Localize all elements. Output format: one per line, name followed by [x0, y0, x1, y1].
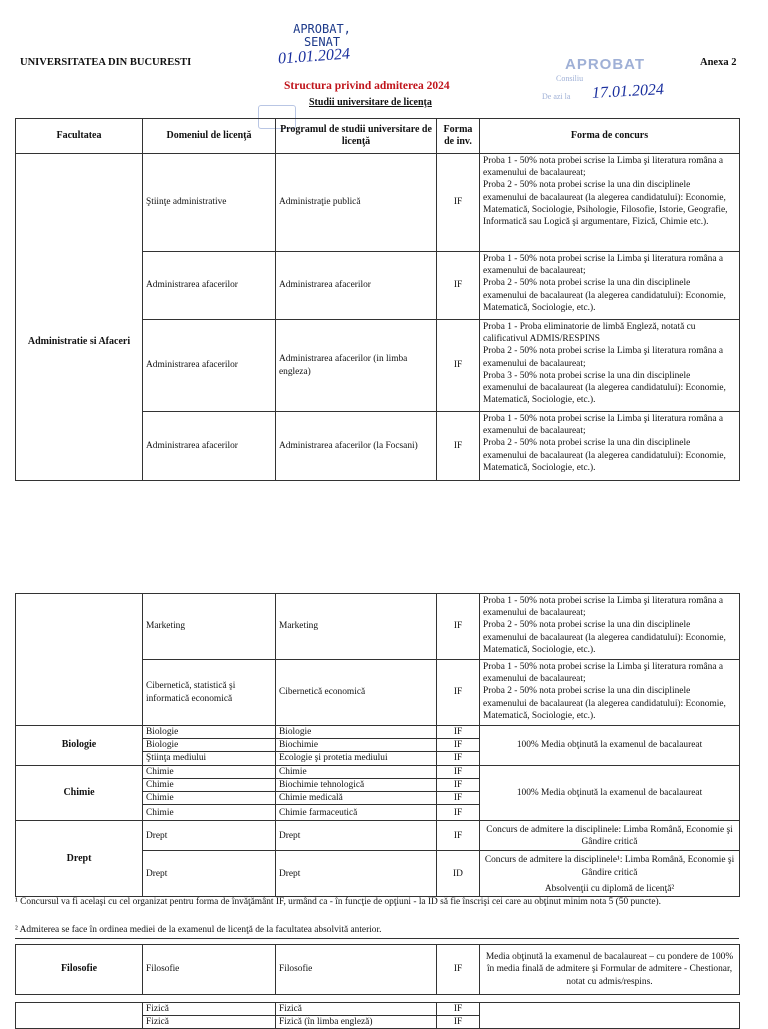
- form-cell: IF: [437, 320, 480, 412]
- program-cell: Chimie: [276, 765, 437, 778]
- footnote-2: ² Admiterea se face în ordinea mediei de la examenul de licenţă de la facultatea absolvită anterior.: [15, 925, 382, 935]
- program-cell: Chimie medicală: [276, 792, 437, 805]
- domain-cell: Chimie: [143, 792, 276, 805]
- domain-cell: Administrarea afacerilor: [143, 412, 276, 481]
- program-cell: Chimie farmaceutică: [276, 805, 437, 821]
- contest-cell: Media obţinută la examenul de bacalaureat – cu pondere de 100% în media finală de admitere şi Formular de admitere - Chestionar, notat cu admis/respins.: [480, 945, 740, 995]
- contest-cell-fizica: [480, 1003, 740, 1029]
- document-subtitle: Studii universitare de licenţa: [309, 97, 432, 108]
- faculty-cell-fizica: [16, 1003, 143, 1029]
- contest-cell: Proba 1 - 50% nota probei scrise la Limba şi literatura româna a examenului de bacalaureat; Proba 2 - 50% nota probei scrise la una din disciplinele examenului de bacalaureat (la alegerea candidatului): Economie, Matematică, Sociologie, etc.).: [480, 594, 740, 660]
- program-cell: Fizică (în limba engleză): [276, 1016, 437, 1029]
- domain-cell: Ştiinţe administrative: [143, 154, 276, 252]
- form-cell: IF: [437, 765, 480, 778]
- handwritten-date-right: 17.01.2024: [591, 81, 665, 102]
- program-cell: Administrarea afacerilor: [276, 252, 437, 320]
- faculty-cell-filosofie: Filosofie: [16, 945, 143, 995]
- table-row: [16, 594, 740, 660]
- contest-cell: Concurs de admitere la disciplinele: Limba Română, Economie şi Gândire critică: [480, 821, 740, 851]
- form-cell: IF: [437, 726, 480, 739]
- header-domain: Domeniul de licenţă: [143, 119, 276, 154]
- contest-extra-text: Absolvenţii cu diplomă de licenţă²: [544, 883, 675, 894]
- spacer-row: [16, 995, 740, 1003]
- contest-cell: Proba 1 - Proba eliminatorie de limbă Engleză, notată cu calificativul ADMIS/RESPINS Proba 2 - 50% nota probei scrise la Limba şi literatura româna a examenului de bacalaureat; Proba 3 - 50% nota probei scrise la una din disciplinele examenului de bacalaureat (la alegerea candidatului): Economie, Matematică, Sociologie, etc.).: [480, 320, 740, 412]
- table-row: [16, 726, 740, 739]
- faculty-cell-administratie: Administratie si Afaceri: [16, 154, 143, 481]
- domain-cell: Cibernetică, statistică şi informatică economică: [143, 660, 276, 726]
- program-cell: Biochimie tehnologică: [276, 778, 437, 791]
- contest-cell: Proba 1 - 50% nota probei scrise la Limba şi literatura româna a examenului de bacalaureat; Proba 2 - 50% nota probei scrise la una din disciplinele examenului de bacalaureat (la alegerea candidatului): Economie, Matematică, Sociologie, Psihologie, Filosofie, Istorie, Geografie, Informatică sau Logică şi argumentare, Fizică, Chimie etc.).: [480, 154, 740, 252]
- program-cell: Administrarea afacerilor (la Focsani): [276, 412, 437, 481]
- program-cell: Filosofie: [276, 945, 437, 995]
- form-cell: IF: [437, 821, 480, 851]
- footnote-divider: [15, 938, 739, 939]
- approval-stamp-right: APROBAT: [565, 56, 646, 73]
- admission-table-page2-bottom: [15, 944, 740, 1029]
- domain-cell: Chimie: [143, 765, 276, 778]
- program-cell: Biochimie: [276, 739, 437, 752]
- faculty-cell-biologie: Biologie: [16, 726, 143, 766]
- domain-cell: Fizică: [143, 1003, 276, 1016]
- faculty-cell-administratie-continued: [16, 594, 143, 726]
- contest-text: Concurs de admitere la disciplinele¹: Limba Română, Economie şi Gândire critică: [484, 855, 735, 878]
- program-cell: Cibernetică economică: [276, 660, 437, 726]
- contest-cell: Proba 1 - 50% nota probei scrise la Limba şi literatura româna a examenului de bacalaureat; Proba 2 - 50% nota probei scrise la una din disciplinele examenului de bacalaureat (la alegerea candidatului): Economie, Matematică, Sociologie, etc.).: [480, 252, 740, 320]
- admission-table-page1: [15, 118, 740, 481]
- domain-cell: Ştiinţa mediului: [143, 752, 276, 765]
- program-cell: Administraţie publică: [276, 154, 437, 252]
- faculty-cell-drept: Drept: [16, 821, 143, 897]
- contest-cell: Proba 1 - 50% nota probei scrise la Limba şi literatura româna a examenului de bacalaureat; Proba 2 - 50% nota probei scrise la una din disciplinele examenului de bacalaureat (la alegerea candidatului): Economie, Matematică, Sociologie, etc.).: [480, 660, 740, 726]
- table-row: [16, 821, 740, 851]
- domain-cell: Drept: [143, 851, 276, 897]
- footnote-1: ¹ Concursul va fi acelaşi cu cel organizat pentru forma de învăţământ IF, urmând ca - în funcţie de opţiuni - la ID să fie înscrişi cei care au obţinut minim nota 5 (50 puncte).: [15, 897, 661, 907]
- table-row: [16, 945, 740, 995]
- form-cell: IF: [437, 252, 480, 320]
- domain-cell: Drept: [143, 821, 276, 851]
- form-cell: ID: [437, 851, 480, 897]
- form-cell: IF: [437, 792, 480, 805]
- domain-cell: Marketing: [143, 594, 276, 660]
- domain-cell: Chimie: [143, 778, 276, 791]
- table-header-row: [16, 119, 740, 154]
- form-cell: IF: [437, 739, 480, 752]
- header-contest: Forma de concurs: [480, 119, 740, 154]
- form-cell: IF: [437, 805, 480, 821]
- domain-cell: Administrarea afacerilor: [143, 320, 276, 412]
- table-row: [16, 1003, 740, 1016]
- handwritten-date-left: 01.01.2024: [277, 45, 351, 68]
- form-cell: IF: [437, 778, 480, 791]
- header-faculty: Facultatea: [16, 119, 143, 154]
- contest-cell: Proba 1 - 50% nota probei scrise la Limba şi literatura româna a examenului de bacalaureat; Proba 2 - 50% nota probei scrise la una din disciplinele examenului de bacalaureat (la alegerea candidatului): Economie, Matematică, Sociologie, etc.).: [480, 412, 740, 481]
- program-cell: Drept: [276, 851, 437, 897]
- form-cell: IF: [437, 945, 480, 995]
- table-row: [16, 154, 740, 252]
- domain-cell: Biologie: [143, 726, 276, 739]
- form-cell: IF: [437, 660, 480, 726]
- faint-stamp-text-2: De azi la: [542, 92, 571, 101]
- approval-stamp-left: APROBAT, SENAT: [293, 22, 351, 49]
- contest-cell: [480, 851, 740, 897]
- header-program: Programul de studii universitare de licenţă: [276, 119, 437, 154]
- annex-label: Anexa 2: [700, 57, 737, 68]
- program-cell: Administrarea afacerilor (in limba engleza): [276, 320, 437, 412]
- faint-stamp-text-1: Consiliu: [556, 74, 584, 83]
- form-cell: IF: [437, 154, 480, 252]
- form-cell: IF: [437, 594, 480, 660]
- form-cell: IF: [437, 412, 480, 481]
- domain-cell: Administrarea afacerilor: [143, 252, 276, 320]
- domain-cell: Chimie: [143, 805, 276, 821]
- table-row: [16, 765, 740, 778]
- program-cell: Biologie: [276, 726, 437, 739]
- domain-cell: Filosofie: [143, 945, 276, 995]
- domain-cell: Fizică: [143, 1016, 276, 1029]
- program-cell: Ecologie şi protetia mediului: [276, 752, 437, 765]
- contest-cell-chimie: 100% Media obţinută la examenul de bacalaureat: [480, 765, 740, 821]
- program-cell: Marketing: [276, 594, 437, 660]
- program-cell: Fizică: [276, 1003, 437, 1016]
- domain-cell: Biologie: [143, 739, 276, 752]
- header-form: Forma de inv.: [437, 119, 480, 154]
- program-cell: Drept: [276, 821, 437, 851]
- admission-table-page2: [15, 593, 740, 897]
- form-cell: IF: [437, 1016, 480, 1029]
- form-cell: IF: [437, 1003, 480, 1016]
- faculty-cell-chimie: Chimie: [16, 765, 143, 821]
- contest-cell-biologie: 100% Media obţinută la examenul de bacalaureat: [480, 726, 740, 766]
- document-title: Structura privind admiterea 2024: [284, 80, 450, 92]
- form-cell: IF: [437, 752, 480, 765]
- university-name: UNIVERSITATEA DIN BUCURESTI: [20, 57, 192, 68]
